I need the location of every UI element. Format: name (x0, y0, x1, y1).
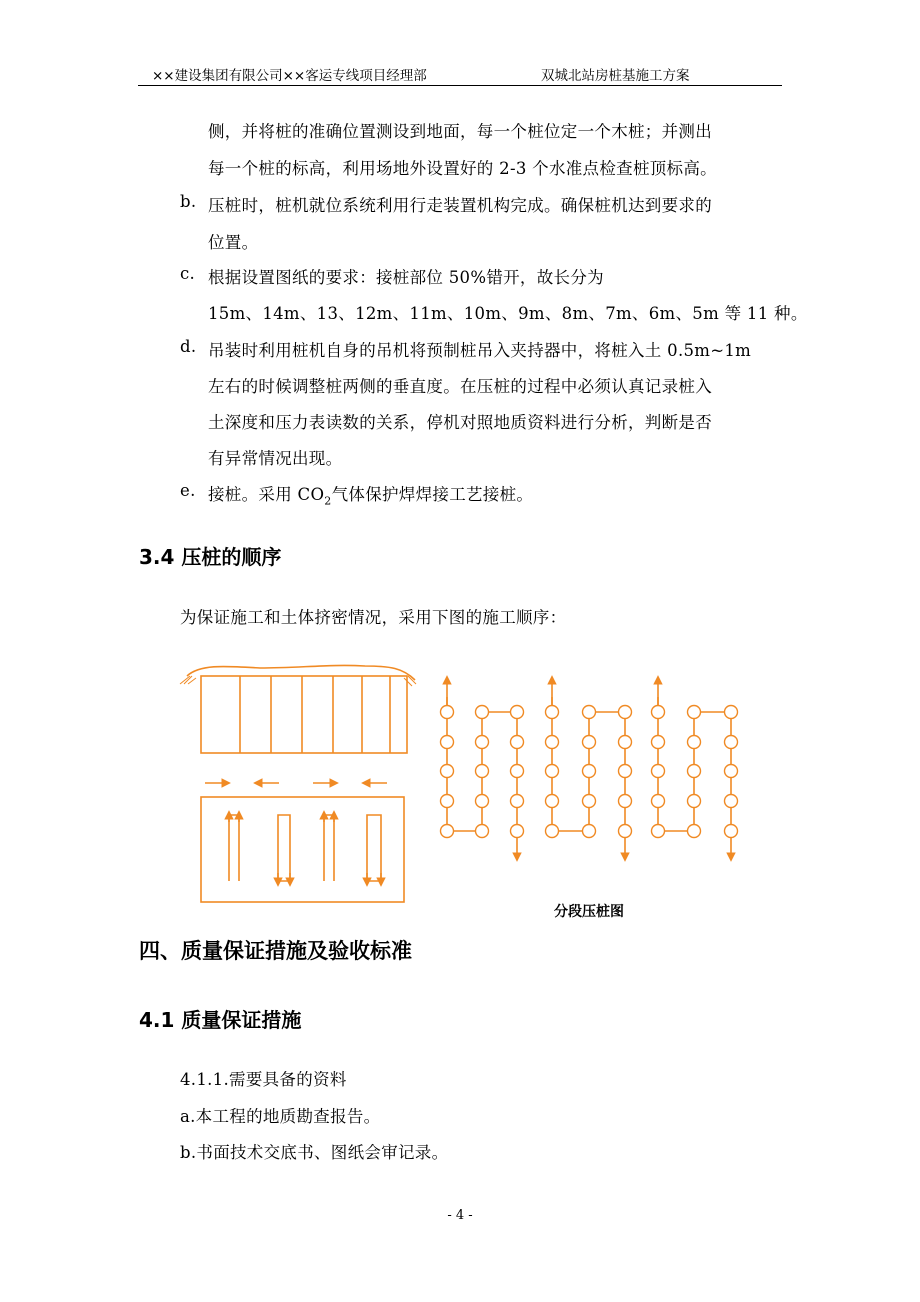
item-a-line-2: 每一个桩的标高，利用场地外设置好的 2-3 个水准点检查桩顶标高。 (208, 159, 717, 178)
requirement-item-b: b.书面技术交底书、图纸会审记录。 (180, 1143, 449, 1162)
loop-3 (324, 815, 334, 881)
item-d-line-1: 吊装时利用桩机自身的吊机将预制桩吊入夹持器中，将桩入土 0.5m~1m (208, 341, 752, 360)
left-hatch (180, 676, 196, 684)
section-4-1-title: 4.1 质量保证措施 (139, 1008, 302, 1032)
item-c-marker: c. (180, 264, 196, 283)
figure-caption: 分段压桩图 (554, 904, 624, 920)
item-c-line-2: 15m、14m、13、12m、11m、10m、9m、8m、7m、6m、5m 等 11 种。 (208, 304, 808, 323)
right-hatch (404, 676, 416, 686)
section-3-4-intro: 为保证施工和土体挤密情况，采用下图的施工顺序： (180, 608, 567, 627)
item-d-line-4: 有异常情况出现。 (208, 449, 343, 468)
loop-1 (229, 815, 239, 881)
item-d-line-2: 左右的时候调整桩两侧的垂直度。在压桩的过程中必须认真记录桩入 (208, 377, 712, 396)
item-b-line-1: 压桩时，桩机就位系统利用行走装置机构完成。确保桩机达到要求的 (208, 196, 712, 215)
ground-surface-line (187, 665, 415, 680)
item-e-line: 接桩。采用 $CO_2$气体保护焊焊接工艺接桩。 (208, 485, 534, 508)
loop-4 (367, 815, 381, 881)
item-c-line-1: 根据设置图纸的要求：接桩部位 50%错开，故长分为 (208, 268, 604, 287)
sequence-box (201, 797, 404, 902)
section-4-1-1-heading: 4.1.1.需要具备的资料 (180, 1070, 347, 1089)
item-e-marker: e. (180, 481, 196, 500)
item-b-line-2: 位置。 (208, 233, 259, 252)
header-document-title: 双城北站房桩基施工方案 (541, 68, 690, 84)
item-b-marker: b. (180, 192, 197, 211)
page-number: - 4 - (447, 1208, 473, 1223)
item-d-marker: d. (180, 337, 197, 356)
item-a-line-1: 侧，并将桩的准确位置测设到地面，每一个桩位定一个木桩；并测出 (208, 122, 712, 141)
section-3-4-title: 3.4 压桩的顺序 (139, 545, 282, 569)
chapter-4-title: 四、质量保证措施及验收标准 (139, 939, 412, 963)
item-d-line-3: 土深度和压力表读数的关系，停机对照地质资料进行分析，判断是否 (208, 413, 712, 432)
panel-block (201, 676, 407, 753)
header-company: ××建设集团有限公司××客运专线项目经理部 (152, 68, 427, 84)
requirement-item-a: a.本工程的地质勘查报告。 (180, 1107, 381, 1126)
loop-2 (278, 815, 290, 881)
